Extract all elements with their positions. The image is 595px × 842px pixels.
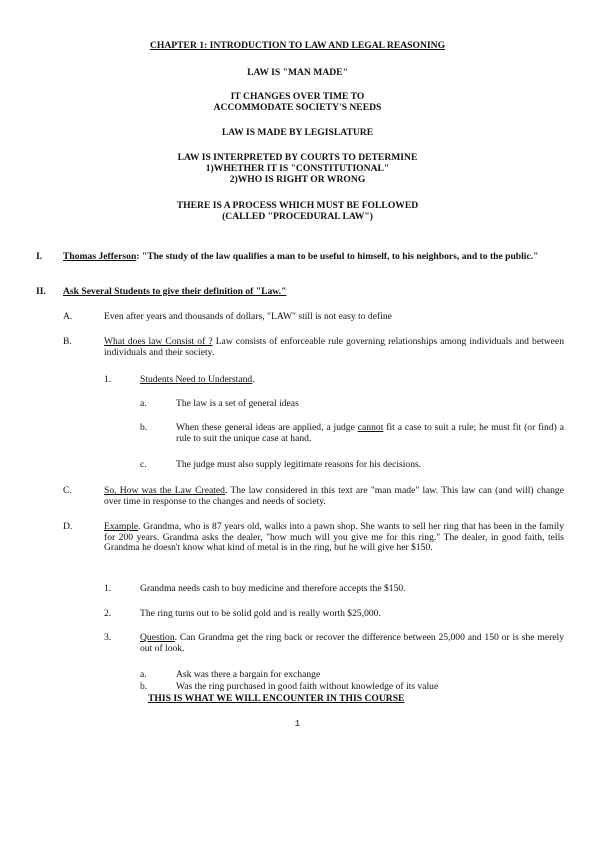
- item-label: b.: [140, 681, 148, 692]
- item-label: C.: [63, 485, 72, 496]
- section-i-quote: : "The study of the law qualifies a man to be useful to himself, to his neighbors, and to the public.": [136, 251, 539, 262]
- item-b1b-text: [176, 423, 564, 444]
- header-line: THERE IS A PROCESS WHICH MUST BE FOLLOWED: [176, 200, 419, 211]
- item-label: c.: [140, 459, 147, 470]
- item-label: D.: [63, 521, 73, 532]
- item-d3-body: . Can Grandma get the ring back or recover the difference between 25,000 and 150 or is she merely out of look.: [140, 632, 564, 654]
- header-line: LAW IS "MAN MADE": [247, 67, 348, 78]
- item-c-text: [104, 486, 564, 507]
- item-d3-text: [140, 633, 564, 654]
- chapter-title: CHAPTER 1: INTRODUCTION TO LAW AND LEGAL REASONING: [149, 40, 446, 51]
- section-i-heading: Thomas Jefferson: [63, 251, 137, 262]
- item-b1b-before: When these general ideas are applied, a judge: [176, 422, 358, 433]
- item-label: 1.: [104, 374, 112, 385]
- item-c-heading: So, How was the Law Created: [104, 485, 225, 496]
- item-b1c-text: The judge must also supply legitimate reasons for his decisions.: [176, 459, 422, 470]
- header-line: LAW IS MADE BY LEGISLATURE: [221, 127, 374, 138]
- item-b1b-emph: cannot: [357, 422, 384, 433]
- section-ii-heading: Ask Several Students to give their definition of "Law.": [63, 286, 287, 297]
- item-label: 1.: [104, 583, 112, 594]
- item-d3a-text: Ask was there a bargain for exchange: [176, 669, 321, 680]
- item-d1-text: Grandma needs cash to buy medicine and therefore accepts the $150.: [140, 583, 406, 594]
- page-number: 1: [294, 719, 301, 729]
- item-d-body: . Grandma, who is 87 years old, walks into a pawn shop. She wants to sell her ring that has been in the family for 200 years. Grandma asks the dealer, "how much will you give me for this ring." The dealer, in good faith, tells Grandma he doesn't know what kind of metal is in the ring, but he will give her $150.: [104, 521, 564, 554]
- section-i-text: [63, 252, 565, 263]
- item-c-body: . The law considered in this text are "man made" law. This law can (and will) change over time in response to the changes and needs of society.: [104, 485, 564, 507]
- item-b1b-after: fit a case to suit a rule; he must fit (or find) a rule to suit the unique case at hand.: [176, 422, 564, 444]
- item-b1-text: [140, 375, 564, 386]
- item-a-text: Even after years and thousands of dollars, "LAW" still is not easy to define: [104, 311, 392, 322]
- section-numeral: I.: [36, 251, 43, 262]
- header-line: IT CHANGES OVER TIME TO: [230, 91, 365, 102]
- item-d3-heading: Question: [140, 632, 175, 643]
- item-label: a.: [140, 669, 147, 680]
- item-label: b.: [140, 422, 148, 433]
- header-line: LAW IS INTERPRETED BY COURTS TO DETERMINE: [177, 152, 418, 163]
- header-line: (CALLED "PROCEDURAL LAW"): [222, 211, 373, 222]
- item-label: 3.: [104, 632, 112, 643]
- item-label: A.: [63, 311, 73, 322]
- header-line: 2)WHO IS RIGHT OR WRONG: [229, 174, 366, 185]
- item-d-heading: Example: [104, 521, 139, 532]
- item-b1-heading: Students Need to Understand: [140, 374, 253, 385]
- item-label: a.: [140, 398, 147, 409]
- item-d-text: [104, 522, 564, 554]
- section-numeral: II.: [36, 286, 46, 297]
- item-b1a-text: The law is a set of general ideas: [176, 398, 299, 409]
- header-line: ACCOMMODATE SOCIETY'S NEEDS: [213, 102, 382, 113]
- item-b1-body: .: [252, 374, 255, 385]
- closing-statement: THIS IS WHAT WE WILL ENCOUNTER IN THIS COURSE: [148, 693, 405, 704]
- item-b-heading: What does law Consist of ?: [104, 336, 213, 347]
- item-b-text: [104, 337, 564, 358]
- header-line: 1)WHETHER IT IS "CONSTITUTIONAL": [205, 163, 390, 174]
- item-label: B.: [63, 336, 72, 347]
- item-d3b-text: Was the ring purchased in good faith without knowledge of its value: [176, 681, 439, 692]
- item-label: 2.: [104, 608, 112, 619]
- item-b-body: Law consists of enforceable rule governing relationships among individuals and between individuals and their society.: [104, 336, 564, 358]
- item-d2-text: The ring turns out to be solid gold and is really worth $25,000.: [140, 608, 381, 619]
